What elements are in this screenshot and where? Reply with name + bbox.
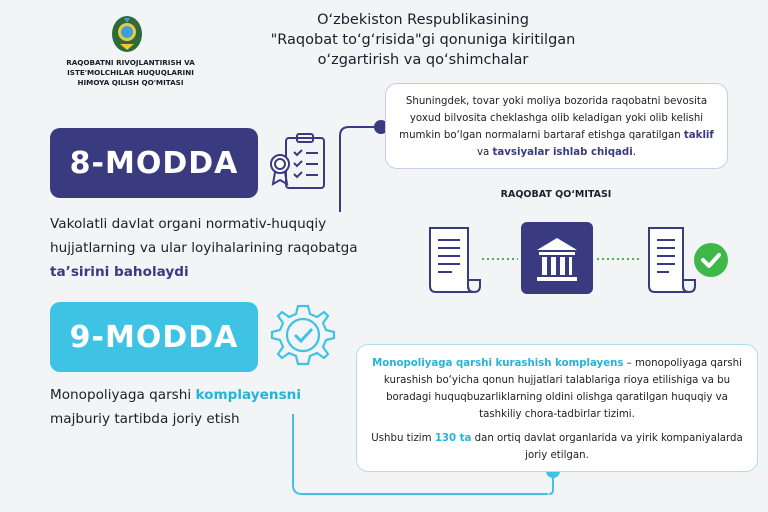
box2-paragraph-2	[369, 430, 745, 464]
document-scroll-icon-2	[643, 222, 697, 296]
box1-mid: va	[477, 147, 493, 158]
article-9-badge: 9-MODDA	[50, 302, 258, 372]
article-9-text-post: majburiy tartibda joriy etish	[50, 411, 240, 427]
article-9-description	[50, 383, 350, 431]
box2-text-post: dan ortiq davlat organlarida va yirik kompaniyalarda joriy etilgan.	[471, 433, 743, 461]
article-9-text-pre: Monopoliyaga qarshi	[50, 387, 196, 403]
title-line-3: o‘zgartirish va qo‘shimchalar	[317, 52, 529, 68]
box2-highlight: Monopoliyaga qarshi kurashish komplayens	[372, 358, 624, 369]
page-title	[218, 10, 628, 70]
check-circle-icon	[694, 243, 728, 277]
box2-text: – monopoliyaga qarshi kurashish bo‘yicha qonun hujjatlari talablariga rioya etilishiga va bu boradagi huquqbuzarliklarning oldini olishga qaratilgan huquqiy va tashkiliy chora-tadbirlar tizimi.	[383, 358, 742, 420]
box2-paragraph-1	[369, 355, 745, 423]
box1-text: Shuningdek, tovar yoki moliya bozorida raqobatni bevosita yoxud bilvosita cheklashga olib keladigan yoki olib kelishi mumkin bo‘lgan normalarni bartaraf etishga qaratilgan	[399, 96, 708, 141]
article-8-highlight: ta’sirini baholaydi	[50, 264, 189, 280]
article-9-info-box	[356, 344, 758, 472]
article-9-highlight: komplayensni	[195, 387, 301, 403]
gear-check-icon	[268, 300, 338, 370]
box1-highlight-taklif: taklif	[683, 130, 714, 141]
box2-count-highlight: 130 ta	[434, 433, 472, 444]
checklist-certificate-icon	[264, 130, 334, 200]
court-building-icon	[521, 222, 593, 294]
title-line-2: "Raqobat to‘g‘risida"gi qonuniga kiritilgan	[270, 32, 576, 48]
article-8-info-box	[385, 83, 728, 169]
box1-end: .	[632, 147, 636, 158]
document-scroll-icon	[422, 222, 482, 296]
article-8-badge: 8-MODDA	[50, 128, 258, 198]
title-line-1: O‘zbekiston Respublikasining	[317, 12, 529, 28]
organization-name: RAQOBATNI RIVOJLANTIRISH VA ISTE'MOLCHILAR HUQUQLARINI HIMOYA QILISH QO'MITASI	[66, 58, 195, 87]
article-8-description	[50, 212, 385, 284]
box1-highlight-tavsiyalar: tavsiyalar ishlab chiqadi	[492, 147, 633, 158]
article-8-text: Vakolatli davlat organi normativ-huquqiy hujjatlarning va ular loyihalarining raqobatga	[50, 216, 358, 256]
emblem-icon	[110, 14, 144, 54]
committee-label: RAQOBAT QO‘MITASI	[500, 189, 612, 200]
box2-text-pre: Ushbu tizim	[371, 433, 435, 444]
